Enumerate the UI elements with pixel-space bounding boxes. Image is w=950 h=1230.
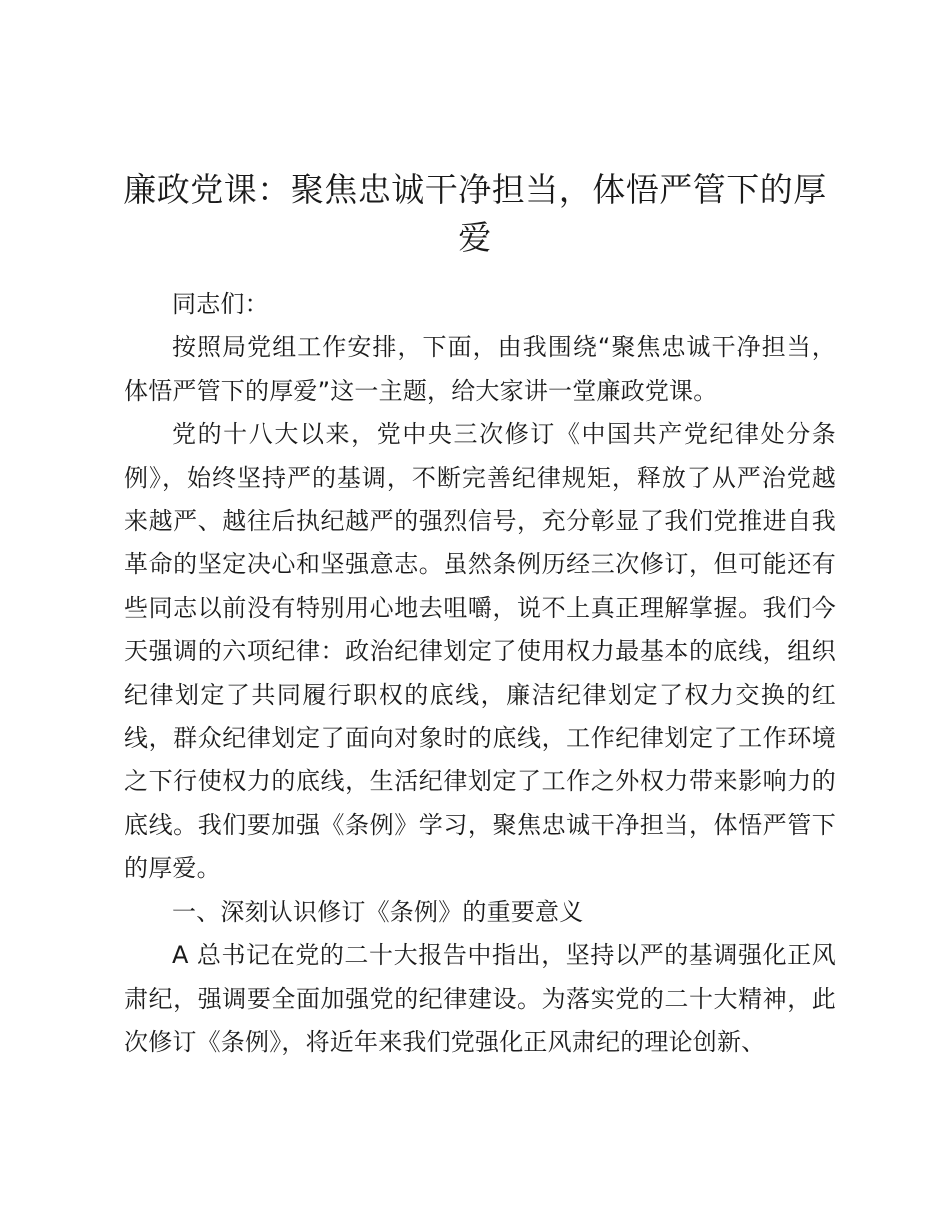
salutation-paragraph: 同志们： [172, 290, 269, 318]
body-paragraph: A 总书记在党的二十大报告中指出，坚持以严的基调强化正风肃纪，强调要全面加强党的纪律建设。为落实党的二十大精神，此次修订《条例》，将近年来我们党强化正风肃纪的理论创新、 [124, 941, 836, 1056]
body-paragraph: 党的十八大以来，党中央三次修订《中国共产党纪律处分条例》，始终坚持严的基调，不断完善纪律规矩，释放了从严治党越来越严、越往后执纪越严的强烈信号，充分彰显了我们党推进自我革命的坚定决心和坚强意志。虽然条例历经三次修订，但可能还有些同志以前没有特别用心地去咀嚼，说不上真正理解掌握。我们今天强调的六项纪律：政治纪律划定了使用权力最基本的底线，组织纪律划定了共同履行职权的底线，廉洁纪律划定了权力交换的红线，群众纪律划定了面向对象时的底线，工作纪律划定了工作环境之下行使权力的底线，生活纪律划定了工作之外权力带来影响力的底线。我们要加强《条例》学习，聚焦忠诚干净担当，体悟严管下的厚爱。 [124, 420, 836, 883]
document-body [124, 283, 836, 1064]
section-heading: 一、深刻认识修订《条例》的重要意义 [172, 897, 584, 926]
intro-paragraph: 按照局党组工作安排，下面，由我围绕“聚焦忠诚干净担当，体悟严管下的厚爱”这一主题，给大家讲一堂廉政党课。 [124, 333, 836, 405]
document-title: 廉政党课：聚焦忠诚干净担当，体悟严管下的厚爱 [123, 170, 827, 257]
